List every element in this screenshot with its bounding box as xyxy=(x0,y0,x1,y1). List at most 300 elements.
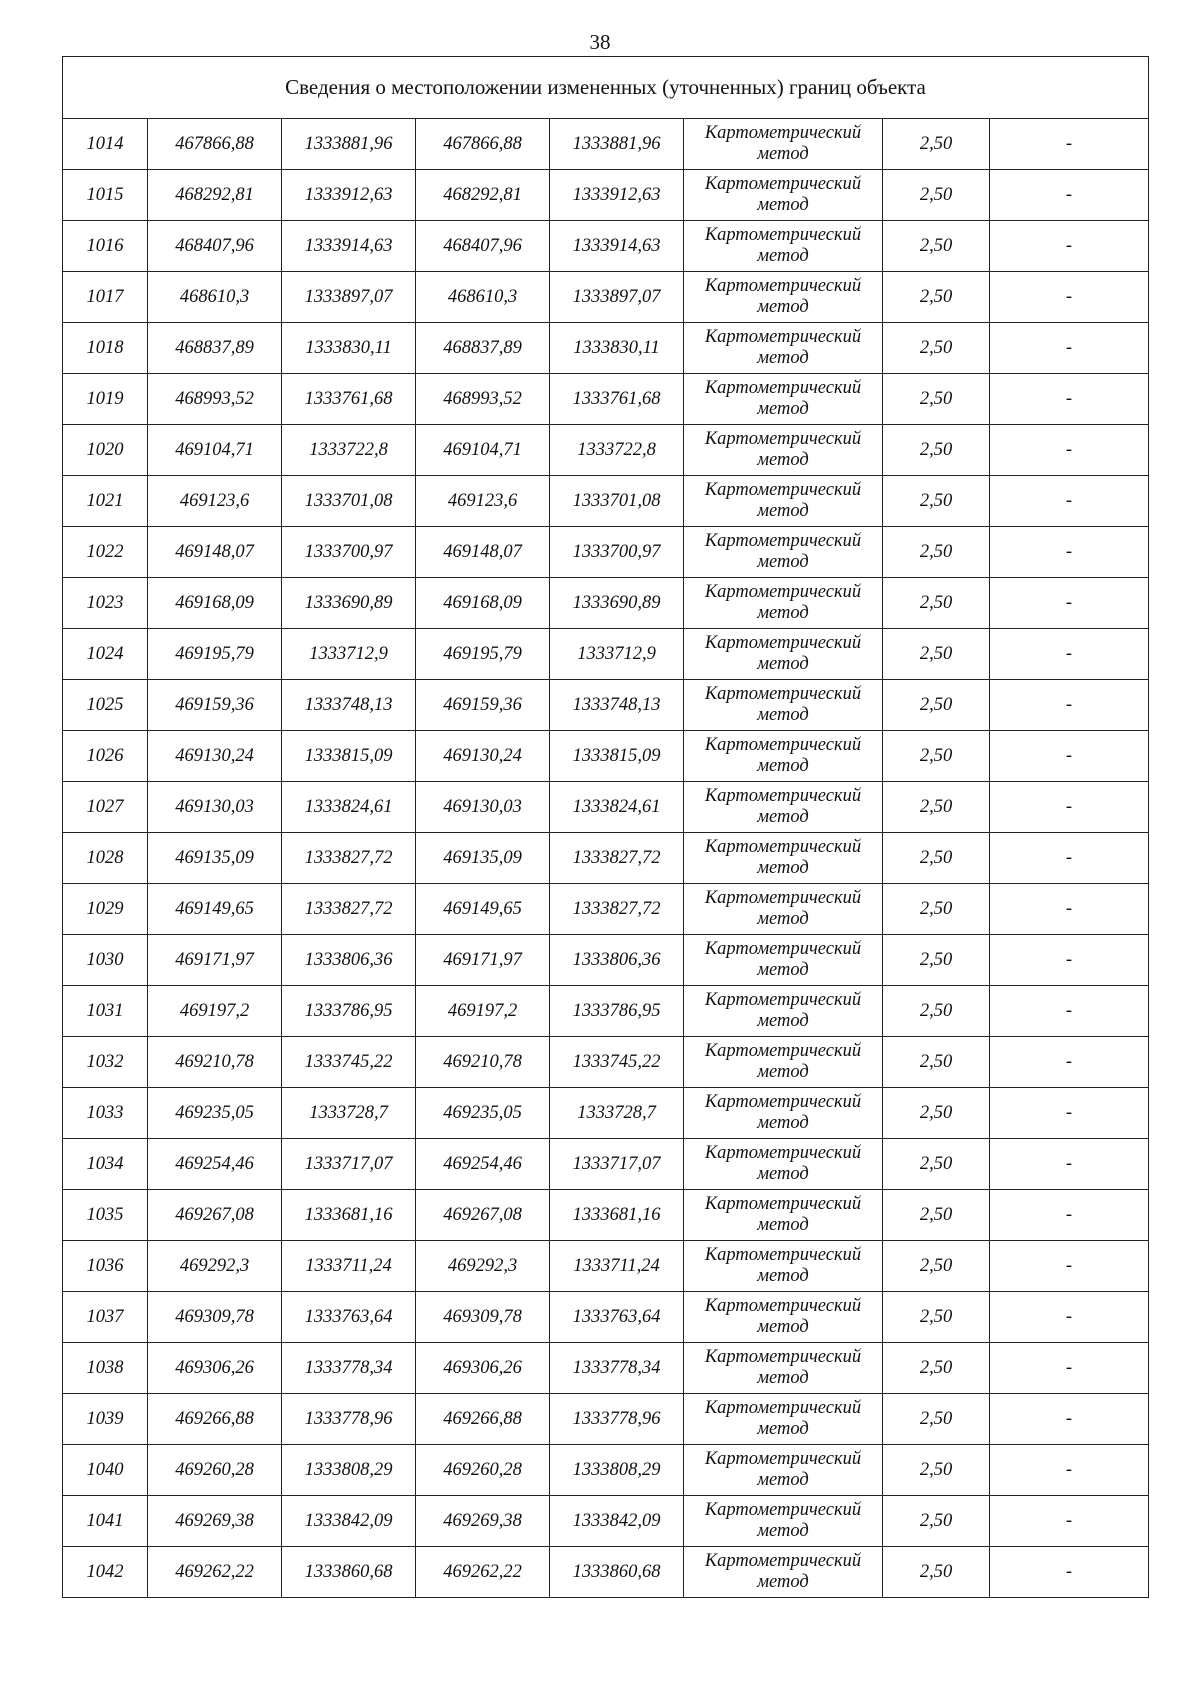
x-existing-cell: 469262,22 xyxy=(148,1547,282,1598)
description-cell: - xyxy=(990,629,1149,680)
point-number-cell: 1038 xyxy=(63,1343,148,1394)
point-number-cell: 1021 xyxy=(63,476,148,527)
accuracy-cell: 2,50 xyxy=(883,272,990,323)
point-number-cell: 1042 xyxy=(63,1547,148,1598)
method-line1: Картометрический xyxy=(704,1143,862,1163)
description-cell: - xyxy=(990,833,1149,884)
point-number-cell: 1024 xyxy=(63,629,148,680)
table-row xyxy=(63,1445,1149,1496)
x-new-cell: 469130,03 xyxy=(416,782,550,833)
y-existing-cell: 1333778,96 xyxy=(282,1394,416,1445)
method-line2: метод xyxy=(757,1317,809,1337)
x-existing-cell: 469130,24 xyxy=(148,731,282,782)
method-line2: метод xyxy=(757,705,809,725)
method-cell xyxy=(684,323,883,374)
accuracy-cell: 2,50 xyxy=(883,1139,990,1190)
x-existing-cell: 468292,81 xyxy=(148,170,282,221)
description-cell: - xyxy=(990,731,1149,782)
accuracy-cell: 2,50 xyxy=(883,833,990,884)
method-line1: Картометрический xyxy=(704,276,862,296)
method-line1: Картометрический xyxy=(704,939,862,959)
method-cell xyxy=(684,1394,883,1445)
description-cell: - xyxy=(990,1343,1149,1394)
description-cell: - xyxy=(990,986,1149,1037)
method-cell xyxy=(684,680,883,731)
x-existing-cell: 469168,09 xyxy=(148,578,282,629)
accuracy-cell: 2,50 xyxy=(883,425,990,476)
accuracy-cell: 2,50 xyxy=(883,629,990,680)
y-new-cell: 1333842,09 xyxy=(550,1496,684,1547)
description-cell: - xyxy=(990,1241,1149,1292)
table-row xyxy=(63,374,1149,425)
method-cell xyxy=(684,1343,883,1394)
method-cell xyxy=(684,170,883,221)
x-existing-cell: 469149,65 xyxy=(148,884,282,935)
y-new-cell: 1333763,64 xyxy=(550,1292,684,1343)
y-existing-cell: 1333728,7 xyxy=(282,1088,416,1139)
table-row xyxy=(63,986,1149,1037)
accuracy-cell: 2,50 xyxy=(883,935,990,986)
y-existing-cell: 1333701,08 xyxy=(282,476,416,527)
x-existing-cell: 469235,05 xyxy=(148,1088,282,1139)
page-number: 38 xyxy=(589,30,611,54)
method-line2: метод xyxy=(757,1215,809,1235)
method-cell xyxy=(684,476,883,527)
description-cell: - xyxy=(990,119,1149,170)
x-existing-cell: 469148,07 xyxy=(148,527,282,578)
accuracy-cell: 2,50 xyxy=(883,119,990,170)
method-line2: метод xyxy=(757,501,809,521)
method-cell xyxy=(684,527,883,578)
accuracy-cell: 2,50 xyxy=(883,1547,990,1598)
x-existing-cell: 469260,28 xyxy=(148,1445,282,1496)
method-line1: Картометрический xyxy=(704,1041,862,1061)
method-line2: метод xyxy=(757,807,809,827)
method-line2: метод xyxy=(757,348,809,368)
method-cell xyxy=(684,782,883,833)
point-number-cell: 1026 xyxy=(63,731,148,782)
x-new-cell: 468610,3 xyxy=(416,272,550,323)
method-line2: метод xyxy=(757,858,809,878)
point-number-cell: 1030 xyxy=(63,935,148,986)
x-new-cell: 469306,26 xyxy=(416,1343,550,1394)
x-existing-cell: 469123,6 xyxy=(148,476,282,527)
method-line2: метод xyxy=(757,1062,809,1082)
x-new-cell: 469148,07 xyxy=(416,527,550,578)
y-new-cell: 1333722,8 xyxy=(550,425,684,476)
method-line2: метод xyxy=(757,195,809,215)
method-line2: метод xyxy=(757,960,809,980)
y-new-cell: 1333681,16 xyxy=(550,1190,684,1241)
method-cell xyxy=(684,119,883,170)
method-cell xyxy=(684,1496,883,1547)
y-existing-cell: 1333806,36 xyxy=(282,935,416,986)
y-existing-cell: 1333827,72 xyxy=(282,884,416,935)
y-new-cell: 1333786,95 xyxy=(550,986,684,1037)
y-new-cell: 1333808,29 xyxy=(550,1445,684,1496)
method-line1: Картометрический xyxy=(704,684,862,704)
table-row xyxy=(63,170,1149,221)
method-line2: метод xyxy=(757,603,809,623)
accuracy-cell: 2,50 xyxy=(883,782,990,833)
accuracy-cell: 2,50 xyxy=(883,731,990,782)
point-number-cell: 1034 xyxy=(63,1139,148,1190)
description-cell: - xyxy=(990,1139,1149,1190)
point-number-cell: 1040 xyxy=(63,1445,148,1496)
x-new-cell: 469267,08 xyxy=(416,1190,550,1241)
method-line2: метод xyxy=(757,1011,809,1031)
description-cell: - xyxy=(990,1037,1149,1088)
point-number-cell: 1029 xyxy=(63,884,148,935)
method-line2: метод xyxy=(757,399,809,419)
y-new-cell: 1333761,68 xyxy=(550,374,684,425)
method-line1: Картометрический xyxy=(704,123,862,143)
table-row xyxy=(63,833,1149,884)
x-new-cell: 468407,96 xyxy=(416,221,550,272)
y-existing-cell: 1333681,16 xyxy=(282,1190,416,1241)
table-row xyxy=(63,1088,1149,1139)
table-row xyxy=(63,680,1149,731)
table-row xyxy=(63,323,1149,374)
y-existing-cell: 1333778,34 xyxy=(282,1343,416,1394)
description-cell: - xyxy=(990,782,1149,833)
accuracy-cell: 2,50 xyxy=(883,170,990,221)
x-new-cell: 469168,09 xyxy=(416,578,550,629)
method-cell xyxy=(684,425,883,476)
method-cell xyxy=(684,986,883,1037)
x-new-cell: 469235,05 xyxy=(416,1088,550,1139)
accuracy-cell: 2,50 xyxy=(883,884,990,935)
method-line2: метод xyxy=(757,144,809,164)
description-cell: - xyxy=(990,221,1149,272)
y-existing-cell: 1333827,72 xyxy=(282,833,416,884)
description-cell: - xyxy=(990,1445,1149,1496)
method-line1: Картометрический xyxy=(704,837,862,857)
point-number-cell: 1020 xyxy=(63,425,148,476)
method-cell xyxy=(684,1292,883,1343)
y-existing-cell: 1333824,61 xyxy=(282,782,416,833)
point-number-cell: 1031 xyxy=(63,986,148,1037)
point-number-cell: 1018 xyxy=(63,323,148,374)
method-line2: метод xyxy=(757,1470,809,1490)
table-row xyxy=(63,1343,1149,1394)
method-cell xyxy=(684,272,883,323)
method-line1: Картометрический xyxy=(704,1551,862,1571)
x-new-cell: 469266,88 xyxy=(416,1394,550,1445)
x-new-cell: 469260,28 xyxy=(416,1445,550,1496)
description-cell: - xyxy=(990,1496,1149,1547)
method-line2: метод xyxy=(757,756,809,776)
method-line1: Картометрический xyxy=(704,480,862,500)
table-row xyxy=(63,629,1149,680)
y-new-cell: 1333711,24 xyxy=(550,1241,684,1292)
method-line2: метод xyxy=(757,1521,809,1541)
point-number-cell: 1015 xyxy=(63,170,148,221)
description-cell: - xyxy=(990,374,1149,425)
method-line1: Картометрический xyxy=(704,429,862,449)
table-row xyxy=(63,935,1149,986)
method-cell xyxy=(684,374,883,425)
y-new-cell: 1333897,07 xyxy=(550,272,684,323)
description-cell: - xyxy=(990,1394,1149,1445)
point-number-cell: 1041 xyxy=(63,1496,148,1547)
table-row xyxy=(63,1241,1149,1292)
table-row xyxy=(63,425,1149,476)
x-new-cell: 469171,97 xyxy=(416,935,550,986)
point-number-cell: 1039 xyxy=(63,1394,148,1445)
x-existing-cell: 468837,89 xyxy=(148,323,282,374)
table-row xyxy=(63,731,1149,782)
x-new-cell: 467866,88 xyxy=(416,119,550,170)
x-new-cell: 469292,3 xyxy=(416,1241,550,1292)
method-line1: Картометрический xyxy=(704,633,862,653)
accuracy-cell: 2,50 xyxy=(883,578,990,629)
y-new-cell: 1333700,97 xyxy=(550,527,684,578)
x-new-cell: 469123,6 xyxy=(416,476,550,527)
method-line1: Картометрический xyxy=(704,1347,862,1367)
y-existing-cell: 1333815,09 xyxy=(282,731,416,782)
method-line2: метод xyxy=(757,450,809,470)
method-cell xyxy=(684,1088,883,1139)
description-cell: - xyxy=(990,578,1149,629)
x-existing-cell: 469171,97 xyxy=(148,935,282,986)
x-new-cell: 468837,89 xyxy=(416,323,550,374)
y-existing-cell: 1333700,97 xyxy=(282,527,416,578)
y-existing-cell: 1333786,95 xyxy=(282,986,416,1037)
y-new-cell: 1333806,36 xyxy=(550,935,684,986)
method-cell xyxy=(684,629,883,680)
table-row xyxy=(63,1139,1149,1190)
method-line1: Картометрический xyxy=(704,225,862,245)
accuracy-cell: 2,50 xyxy=(883,527,990,578)
y-existing-cell: 1333717,07 xyxy=(282,1139,416,1190)
accuracy-cell: 2,50 xyxy=(883,1496,990,1547)
y-new-cell: 1333827,72 xyxy=(550,884,684,935)
y-new-cell: 1333914,63 xyxy=(550,221,684,272)
x-new-cell: 469269,38 xyxy=(416,1496,550,1547)
x-existing-cell: 467866,88 xyxy=(148,119,282,170)
method-line2: метод xyxy=(757,909,809,929)
y-existing-cell: 1333860,68 xyxy=(282,1547,416,1598)
method-line1: Картометрический xyxy=(704,1245,862,1265)
x-existing-cell: 468407,96 xyxy=(148,221,282,272)
x-existing-cell: 469269,38 xyxy=(148,1496,282,1547)
y-existing-cell: 1333912,63 xyxy=(282,170,416,221)
y-existing-cell: 1333722,8 xyxy=(282,425,416,476)
point-number-cell: 1028 xyxy=(63,833,148,884)
method-cell xyxy=(684,1139,883,1190)
x-existing-cell: 469135,09 xyxy=(148,833,282,884)
point-number-cell: 1032 xyxy=(63,1037,148,1088)
accuracy-cell: 2,50 xyxy=(883,1394,990,1445)
method-line2: метод xyxy=(757,654,809,674)
y-new-cell: 1333690,89 xyxy=(550,578,684,629)
table-row xyxy=(63,1292,1149,1343)
point-number-cell: 1035 xyxy=(63,1190,148,1241)
y-existing-cell: 1333712,9 xyxy=(282,629,416,680)
table-row xyxy=(63,1190,1149,1241)
description-cell: - xyxy=(990,527,1149,578)
description-cell: - xyxy=(990,1088,1149,1139)
y-new-cell: 1333728,7 xyxy=(550,1088,684,1139)
point-number-cell: 1036 xyxy=(63,1241,148,1292)
description-cell: - xyxy=(990,272,1149,323)
y-existing-cell: 1333711,24 xyxy=(282,1241,416,1292)
y-new-cell: 1333824,61 xyxy=(550,782,684,833)
x-new-cell: 469254,46 xyxy=(416,1139,550,1190)
description-cell: - xyxy=(990,935,1149,986)
x-new-cell: 469130,24 xyxy=(416,731,550,782)
table-row xyxy=(63,527,1149,578)
table-row xyxy=(63,119,1149,170)
method-cell xyxy=(684,221,883,272)
description-cell: - xyxy=(990,425,1149,476)
x-new-cell: 469104,71 xyxy=(416,425,550,476)
y-new-cell: 1333827,72 xyxy=(550,833,684,884)
y-new-cell: 1333860,68 xyxy=(550,1547,684,1598)
method-line1: Картометрический xyxy=(704,735,862,755)
method-line1: Картометрический xyxy=(704,1449,862,1469)
accuracy-cell: 2,50 xyxy=(883,1190,990,1241)
method-line2: метод xyxy=(757,1419,809,1439)
method-line1: Картометрический xyxy=(704,1194,862,1214)
x-existing-cell: 468993,52 xyxy=(148,374,282,425)
method-cell xyxy=(684,1037,883,1088)
x-new-cell: 469210,78 xyxy=(416,1037,550,1088)
description-cell: - xyxy=(990,884,1149,935)
method-cell xyxy=(684,1547,883,1598)
method-line1: Картометрический xyxy=(704,1296,862,1316)
point-number-cell: 1027 xyxy=(63,782,148,833)
table-row xyxy=(63,221,1149,272)
x-existing-cell: 469254,46 xyxy=(148,1139,282,1190)
y-existing-cell: 1333761,68 xyxy=(282,374,416,425)
y-existing-cell: 1333881,96 xyxy=(282,119,416,170)
y-existing-cell: 1333748,13 xyxy=(282,680,416,731)
method-cell xyxy=(684,1445,883,1496)
method-line1: Картометрический xyxy=(704,786,862,806)
x-existing-cell: 469130,03 xyxy=(148,782,282,833)
description-cell: - xyxy=(990,323,1149,374)
x-existing-cell: 469306,26 xyxy=(148,1343,282,1394)
x-existing-cell: 469292,3 xyxy=(148,1241,282,1292)
y-new-cell: 1333748,13 xyxy=(550,680,684,731)
table-row xyxy=(63,1547,1149,1598)
y-new-cell: 1333881,96 xyxy=(550,119,684,170)
x-new-cell: 469197,2 xyxy=(416,986,550,1037)
point-number-cell: 1023 xyxy=(63,578,148,629)
accuracy-cell: 2,50 xyxy=(883,986,990,1037)
description-cell: - xyxy=(990,1547,1149,1598)
x-existing-cell: 469104,71 xyxy=(148,425,282,476)
y-existing-cell: 1333914,63 xyxy=(282,221,416,272)
table-title: Сведения о местоположении измененных (уточненных) границ объекта xyxy=(63,57,1149,119)
y-existing-cell: 1333763,64 xyxy=(282,1292,416,1343)
x-existing-cell: 469309,78 xyxy=(148,1292,282,1343)
method-line1: Картометрический xyxy=(704,990,862,1010)
accuracy-cell: 2,50 xyxy=(883,1343,990,1394)
y-new-cell: 1333717,07 xyxy=(550,1139,684,1190)
method-line1: Картометрический xyxy=(704,174,862,194)
y-existing-cell: 1333808,29 xyxy=(282,1445,416,1496)
point-number-cell: 1033 xyxy=(63,1088,148,1139)
x-existing-cell: 469266,88 xyxy=(148,1394,282,1445)
x-new-cell: 469135,09 xyxy=(416,833,550,884)
y-existing-cell: 1333745,22 xyxy=(282,1037,416,1088)
x-existing-cell: 469159,36 xyxy=(148,680,282,731)
method-line1: Картометрический xyxy=(704,1398,862,1418)
description-cell: - xyxy=(990,1292,1149,1343)
table-row xyxy=(63,1037,1149,1088)
method-line2: метод xyxy=(757,1266,809,1286)
method-line1: Картометрический xyxy=(704,582,862,602)
method-line1: Картометрический xyxy=(704,531,862,551)
method-line2: метод xyxy=(757,552,809,572)
x-existing-cell: 469195,79 xyxy=(148,629,282,680)
accuracy-cell: 2,50 xyxy=(883,1292,990,1343)
description-cell: - xyxy=(990,170,1149,221)
x-new-cell: 469262,22 xyxy=(416,1547,550,1598)
accuracy-cell: 2,50 xyxy=(883,1241,990,1292)
method-line2: метод xyxy=(757,1368,809,1388)
table-row xyxy=(63,884,1149,935)
y-new-cell: 1333815,09 xyxy=(550,731,684,782)
x-new-cell: 468292,81 xyxy=(416,170,550,221)
table-row xyxy=(63,782,1149,833)
x-existing-cell: 469210,78 xyxy=(148,1037,282,1088)
y-existing-cell: 1333897,07 xyxy=(282,272,416,323)
accuracy-cell: 2,50 xyxy=(883,323,990,374)
method-line2: метод xyxy=(757,1113,809,1133)
y-existing-cell: 1333830,11 xyxy=(282,323,416,374)
y-new-cell: 1333778,34 xyxy=(550,1343,684,1394)
table-row xyxy=(63,1496,1149,1547)
y-new-cell: 1333778,96 xyxy=(550,1394,684,1445)
accuracy-cell: 2,50 xyxy=(883,374,990,425)
y-new-cell: 1333712,9 xyxy=(550,629,684,680)
point-number-cell: 1037 xyxy=(63,1292,148,1343)
y-new-cell: 1333912,63 xyxy=(550,170,684,221)
x-existing-cell: 469267,08 xyxy=(148,1190,282,1241)
y-new-cell: 1333830,11 xyxy=(550,323,684,374)
method-line2: метод xyxy=(757,297,809,317)
method-line2: метод xyxy=(757,1572,809,1592)
table-row xyxy=(63,1394,1149,1445)
x-existing-cell: 468610,3 xyxy=(148,272,282,323)
method-cell xyxy=(684,731,883,782)
method-line1: Картометрический xyxy=(704,378,862,398)
accuracy-cell: 2,50 xyxy=(883,1037,990,1088)
method-cell xyxy=(684,1190,883,1241)
x-new-cell: 469195,79 xyxy=(416,629,550,680)
point-number-cell: 1017 xyxy=(63,272,148,323)
method-line2: метод xyxy=(757,1164,809,1184)
method-cell xyxy=(684,935,883,986)
point-number-cell: 1019 xyxy=(63,374,148,425)
x-new-cell: 469159,36 xyxy=(416,680,550,731)
method-line1: Картометрический xyxy=(704,888,862,908)
x-new-cell: 469309,78 xyxy=(416,1292,550,1343)
point-number-cell: 1016 xyxy=(63,221,148,272)
y-existing-cell: 1333690,89 xyxy=(282,578,416,629)
accuracy-cell: 2,50 xyxy=(883,1088,990,1139)
y-existing-cell: 1333842,09 xyxy=(282,1496,416,1547)
method-line1: Картометрический xyxy=(704,1500,862,1520)
accuracy-cell: 2,50 xyxy=(883,680,990,731)
method-line1: Картометрический xyxy=(704,327,862,347)
x-new-cell: 469149,65 xyxy=(416,884,550,935)
point-number-cell: 1025 xyxy=(63,680,148,731)
